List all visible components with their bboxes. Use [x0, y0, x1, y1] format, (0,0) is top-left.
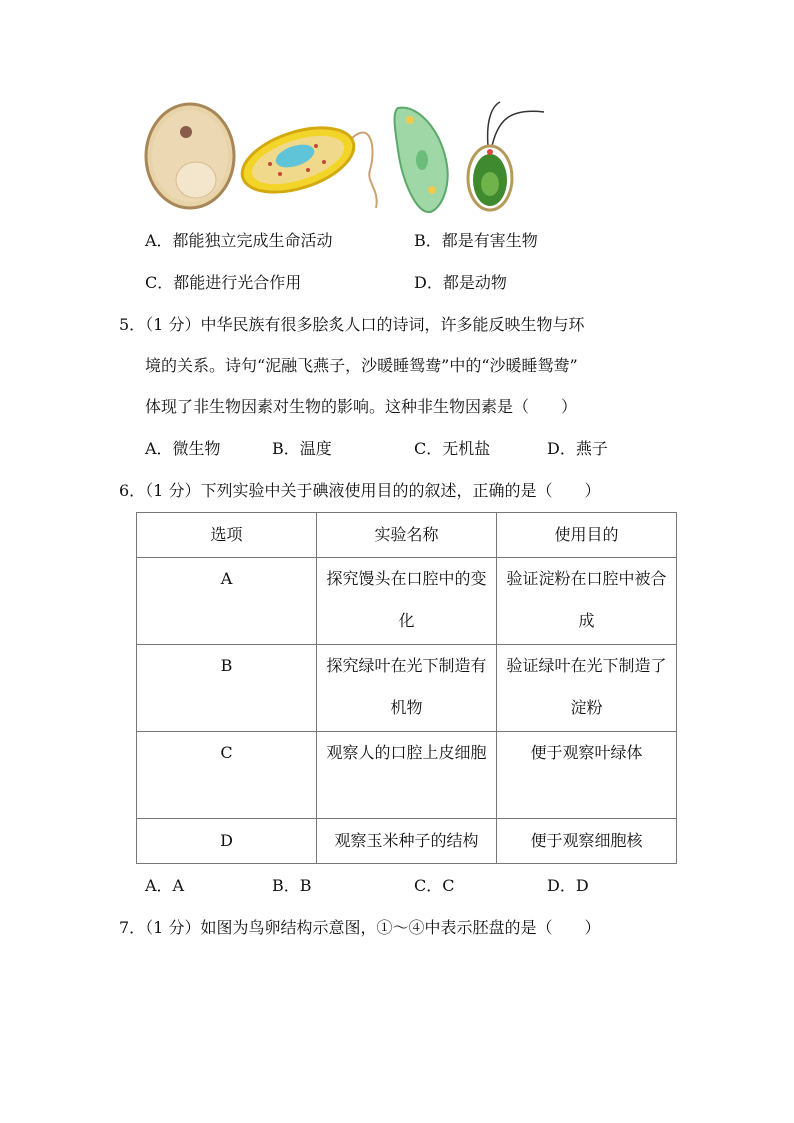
q6-option-c: C．C — [414, 876, 455, 895]
table-cell-purpose: 便于观察细胞核 — [497, 819, 677, 864]
table-header-option: 选项 — [137, 513, 317, 558]
table-cell-name: 观察玉米种子的结构 — [317, 819, 497, 864]
q5-option-b: B．温度 — [272, 439, 332, 458]
table-row — [137, 645, 677, 732]
table-cell-name: 探究绿叶在光下制造有机物 — [317, 645, 497, 732]
q4-illustration — [140, 100, 560, 215]
table-row — [137, 819, 677, 864]
table-cell-option: B — [137, 645, 317, 732]
q5-stem-line-1: 5．（1 分）中华民族有很多脍炙人口的诗词，许多能反映生物与环 — [119, 315, 585, 334]
table-header-name: 实验名称 — [317, 513, 497, 558]
q5-option-a: A．微生物 — [145, 439, 221, 458]
table-cell-option: A — [137, 558, 317, 645]
q6-table — [136, 512, 677, 864]
q5-stem-line-2: 境的关系。诗句“泥融飞燕子，沙暖睡鸳鸯”中的“沙暖睡鸳鸯” — [145, 356, 578, 375]
q6-option-a: A．A — [145, 876, 185, 895]
table-cell-purpose: 验证绿叶在光下制造了淀粉 — [497, 645, 677, 732]
q7-stem: 7．（1 分）如图为鸟卵结构示意图，①～④中表示胚盘的是（ ） — [119, 918, 601, 937]
table-cell-name: 探究馒头在口腔中的变化 — [317, 558, 497, 645]
table-header-purpose: 使用目的 — [497, 513, 677, 558]
table-cell-option: D — [137, 819, 317, 864]
q4-option-d: D．都是动物 — [414, 273, 507, 292]
q6-option-b: B．B — [272, 876, 312, 895]
table-cell-name: 观察人的口腔上皮细胞 — [317, 732, 497, 819]
q6-stem: 6．（1 分）下列实验中关于碘液使用目的的叙述，正确的是（ ） — [119, 481, 601, 500]
q4-option-a: A．都能独立完成生命活动 — [145, 231, 333, 250]
table-header-row — [137, 513, 677, 558]
chlamydomonas-image — [468, 102, 544, 210]
bacterium-image — [234, 115, 377, 208]
green-protozoan-image — [395, 108, 448, 212]
table-row — [137, 558, 677, 645]
table-cell-option: C — [137, 732, 317, 819]
table-cell-purpose: 便于观察叶绿体 — [497, 732, 677, 819]
q5-option-c: C．无机盐 — [414, 439, 491, 458]
q6-option-d: D．D — [547, 876, 589, 895]
q4-option-c: C．都能进行光合作用 — [145, 273, 302, 292]
table-row — [137, 732, 677, 819]
q4-option-b: B．都是有害生物 — [414, 231, 538, 250]
yeast-cell-image — [146, 104, 234, 208]
q5-option-d: D．燕子 — [547, 439, 608, 458]
table-cell-purpose: 验证淀粉在口腔中被合成 — [497, 558, 677, 645]
q5-stem-line-3: 体现了非生物因素对生物的影响。这种非生物因素是（ ） — [145, 397, 578, 416]
